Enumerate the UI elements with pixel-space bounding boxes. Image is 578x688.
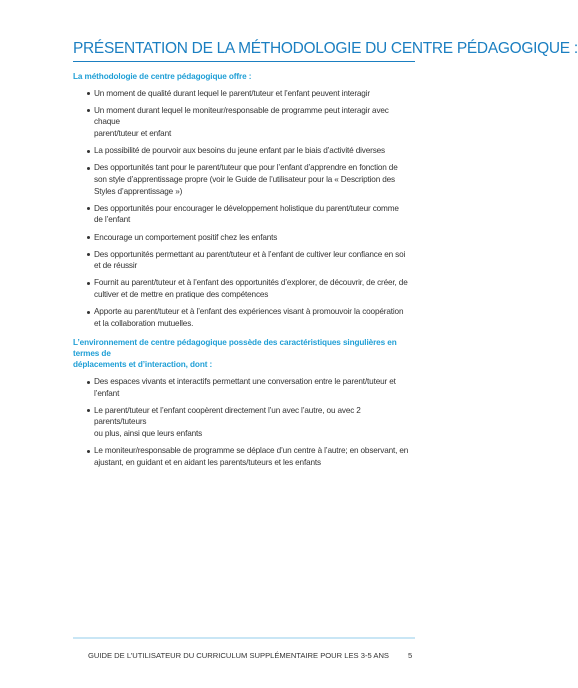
page-title: PRÉSENTATION DE LA MÉTHODOLOGIE DU CENTRE PÉDAGOGIQUE : [73, 40, 578, 57]
list-item-line: parent/tuteur et enfant [94, 128, 172, 138]
bullet-icon [87, 150, 90, 153]
section-heading-line: L’environnement de centre pédagogique possède des caractéristiques singulières en termes de [73, 338, 397, 359]
list-item [73, 232, 415, 244]
title-underline [73, 61, 415, 62]
list-item-line: Des opportunités tant pour le parent/tuteur que pour l’enfant d’apprendre en fonction de [94, 163, 398, 173]
environment-list [73, 376, 415, 468]
bullet-icon [87, 450, 90, 453]
bullet-icon [87, 236, 90, 239]
list-item [73, 203, 415, 226]
bullet-icon [87, 381, 90, 384]
bullet-icon [87, 253, 90, 256]
list-item-line: Styles d’apprentissage ») [94, 186, 183, 196]
list-item-line: cultiver et de mettre en pratique des compétences [94, 290, 269, 300]
list-item [73, 88, 415, 100]
list-item-line: Un moment de qualité durant lequel le parent/tuteur et l’enfant peuvent interagir [94, 88, 370, 98]
section-heading: La méthodologie de centre pédagogique offre : [73, 72, 252, 81]
list-item-line: Des opportunités permettant au parent/tuteur et à l’enfant de cultiver leur confiance en soi [94, 249, 406, 259]
list-item [73, 162, 415, 197]
list-item-line: Fournit au parent/tuteur et à l’enfant des opportunités d’explorer, de découvrir, de créer, de [94, 278, 408, 288]
list-item [73, 376, 415, 399]
list-item-line: ajustant, en guidant et en aidant les parents/tuteurs et les enfants [94, 457, 321, 467]
list-item [73, 105, 415, 140]
list-item-line: et de réussir [94, 261, 138, 271]
footer-rule [73, 637, 415, 639]
list-item-line: Un moment durant lequel le moniteur/responsable de programme peut interagir avec chaque [94, 105, 389, 127]
list-item [73, 249, 415, 272]
bullet-icon [87, 282, 90, 285]
bullet-icon [87, 311, 90, 314]
methodology-list [73, 88, 415, 330]
list-item-line: La possibilité de pourvoir aux besoins du jeune enfant par le biais d’activité diverses [94, 146, 385, 156]
list-item [73, 445, 415, 468]
list-item-line: et la collaboration mutuelles. [94, 318, 194, 328]
list-item-line: de l’enfant [94, 215, 131, 225]
list-item-line: Apporte au parent/tuteur et à l’enfant des expériences visant à promouvoir la coopération [94, 307, 404, 317]
bullet-icon [87, 207, 90, 210]
list-item-line: Le parent/tuteur et l’enfant coopèrent directement l’un avec l’autre, ou avec 2 parents/tuteurs [94, 405, 361, 427]
list-item-line: Le moniteur/responsable de programme se déplace d’un centre à l’autre; en observant, en [94, 446, 409, 456]
footer-title: GUIDE DE L’UTILISATEUR DU CURRICULUM SUPPLÉMENTAIRE POUR LES 3-5 ANS [88, 651, 389, 660]
section-heading [73, 337, 415, 370]
page-number: 5 [408, 651, 413, 660]
list-item [73, 306, 415, 329]
list-item-line: Des opportunités pour encourager le développement holistique du parent/tuteur comme [94, 203, 399, 213]
page-content [73, 67, 415, 468]
list-item [73, 277, 415, 300]
bullet-icon [87, 409, 90, 412]
list-item-line: son style d’apprentissage propre (voir le Guide de l’utilisateur pour la « Description des [94, 174, 395, 184]
list-item-line: Encourage un comportement positif chez les enfants [94, 232, 278, 242]
list-item-line: Des espaces vivants et interactifs permettant une conversation entre le parent/tuteur et l’enfant [94, 377, 396, 398]
bullet-icon [87, 109, 90, 112]
bullet-icon [87, 167, 90, 170]
list-item-line: ou plus, ainsi que leurs enfants [94, 429, 203, 438]
bullet-icon [87, 92, 90, 95]
list-item [73, 405, 415, 440]
list-item [73, 145, 415, 157]
section-heading-line: déplacements et d’interaction, dont : [73, 360, 213, 370]
